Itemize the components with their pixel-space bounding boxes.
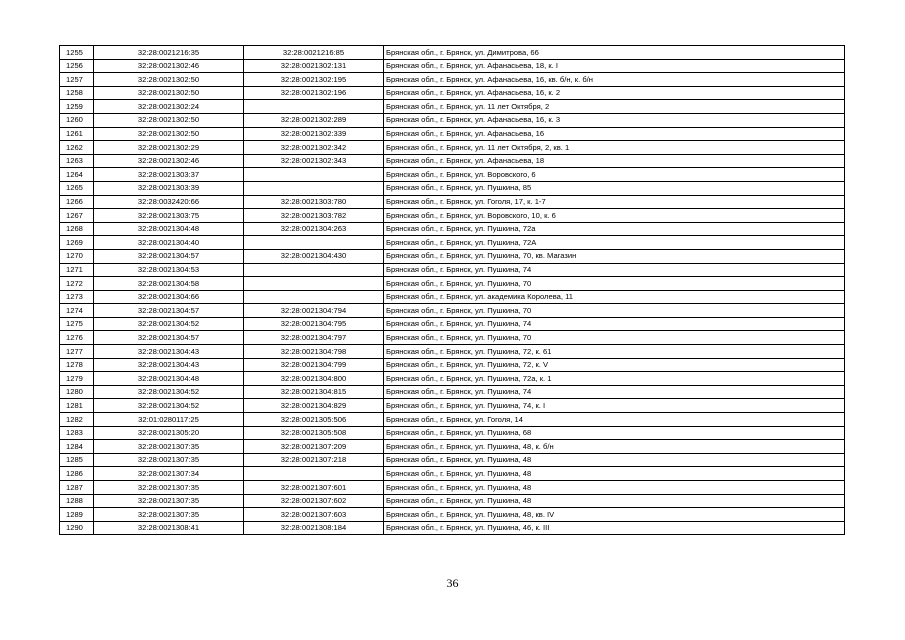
table-row (60, 127, 845, 141)
row-number-cell: 1267 (60, 209, 94, 223)
object-cadastral-number-cell: 32:28:0021302:196 (244, 86, 384, 100)
cadastral-number-cell: 32:28:0021302:46 (94, 154, 244, 168)
row-number-cell: 1281 (60, 399, 94, 413)
row-number-cell: 1264 (60, 168, 94, 182)
object-cadastral-number-cell (244, 263, 384, 277)
row-number-cell: 1289 (60, 508, 94, 522)
address-cell: Брянская обл., г. Брянск, ул. Афанасьева, 16, к. 2 (384, 86, 845, 100)
address-cell: Брянская обл., г. Брянск, ул. Пушкина, 70 (384, 331, 845, 345)
row-number-cell: 1285 (60, 453, 94, 467)
table-row (60, 385, 845, 399)
address-cell: Брянская обл., г. Брянск, ул. Пушкина, 70, кв. Магазин (384, 249, 845, 263)
table-row (60, 521, 845, 535)
table-row (60, 331, 845, 345)
table-row (60, 154, 845, 168)
table-row (60, 345, 845, 359)
row-number-cell: 1277 (60, 345, 94, 359)
cadastral-number-cell: 32:28:0021303:39 (94, 181, 244, 195)
row-number-cell: 1279 (60, 372, 94, 386)
object-cadastral-number-cell: 32:28:0021307:602 (244, 494, 384, 508)
table-row (60, 141, 845, 155)
row-number-cell: 1263 (60, 154, 94, 168)
object-cadastral-number-cell: 32:28:0021307:603 (244, 508, 384, 522)
address-cell: Брянская обл., г. Брянск, ул. Пушкина, 72А (384, 236, 845, 250)
row-number-cell: 1278 (60, 358, 94, 372)
table-row (60, 508, 845, 522)
table-row (60, 426, 845, 440)
cadastral-number-cell: 32:28:0021304:57 (94, 331, 244, 345)
row-number-cell: 1274 (60, 304, 94, 318)
object-cadastral-number-cell (244, 277, 384, 291)
table-row (60, 413, 845, 427)
table-row (60, 209, 845, 223)
object-cadastral-number-cell: 32:28:0021303:782 (244, 209, 384, 223)
cadastral-number-cell: 32:28:0021304:53 (94, 263, 244, 277)
table-row (60, 181, 845, 195)
cadastral-table-body (60, 46, 845, 535)
table-row (60, 453, 845, 467)
table-row (60, 372, 845, 386)
cadastral-number-cell: 32:28:0021304:43 (94, 345, 244, 359)
table-row (60, 100, 845, 114)
cadastral-number-cell: 32:28:0021304:48 (94, 222, 244, 236)
address-cell: Брянская обл., г. Брянск, ул. Пушкина, 48 (384, 494, 845, 508)
object-cadastral-number-cell (244, 467, 384, 481)
table-row (60, 86, 845, 100)
cadastral-number-cell: 32:28:0021307:35 (94, 494, 244, 508)
cadastral-number-cell: 32:28:0021304:66 (94, 290, 244, 304)
cadastral-number-cell: 32:28:0021303:75 (94, 209, 244, 223)
table-row (60, 249, 845, 263)
row-number-cell: 1262 (60, 141, 94, 155)
object-cadastral-number-cell (244, 290, 384, 304)
address-cell: Брянская обл., г. Брянск, ул. 11 лет Октября, 2 (384, 100, 845, 114)
row-number-cell: 1283 (60, 426, 94, 440)
cadastral-number-cell: 32:28:0021304:52 (94, 399, 244, 413)
address-cell: Брянская обл., г. Брянск, ул. Афанасьева, 18 (384, 154, 845, 168)
cadastral-number-cell: 32:28:0021304:57 (94, 304, 244, 318)
cadastral-number-cell: 32:28:0021304:52 (94, 385, 244, 399)
cadastral-number-cell: 32:28:0021304:43 (94, 358, 244, 372)
object-cadastral-number-cell: 32:28:0021305:508 (244, 426, 384, 440)
table-row (60, 168, 845, 182)
address-cell: Брянская обл., г. Брянск, ул. Пушкина, 74 (384, 263, 845, 277)
row-number-cell: 1270 (60, 249, 94, 263)
object-cadastral-number-cell: 32:28:0021304:430 (244, 249, 384, 263)
cadastral-number-cell: 32:28:0021307:35 (94, 481, 244, 495)
cadastral-number-cell: 32:28:0021307:35 (94, 440, 244, 454)
address-cell: Брянская обл., г. Брянск, ул. Пушкина, 48 (384, 467, 845, 481)
address-cell: Брянская обл., г. Брянск, ул. Пушкина, 48 (384, 453, 845, 467)
table-row (60, 222, 845, 236)
row-number-cell: 1280 (60, 385, 94, 399)
object-cadastral-number-cell: 32:28:0021302:289 (244, 113, 384, 127)
address-cell: Брянская обл., г. Брянск, ул. Афанасьева, 16 (384, 127, 845, 141)
row-number-cell: 1269 (60, 236, 94, 250)
row-number-cell: 1255 (60, 46, 94, 60)
table-row (60, 494, 845, 508)
object-cadastral-number-cell: 32:28:0021308:184 (244, 521, 384, 535)
object-cadastral-number-cell: 32:28:0021302:339 (244, 127, 384, 141)
row-number-cell: 1288 (60, 494, 94, 508)
address-cell: Брянская обл., г. Брянск, ул. Пушкина, 72а, к. 1 (384, 372, 845, 386)
cadastral-number-cell: 32:28:0021302:50 (94, 113, 244, 127)
object-cadastral-number-cell: 32:28:0021302:342 (244, 141, 384, 155)
address-cell: Брянская обл., г. Брянск, ул. Пушкина, 72, к. V (384, 358, 845, 372)
address-cell: Брянская обл., г. Брянск, ул. Пушкина, 48, к. б/н (384, 440, 845, 454)
cadastral-number-cell: 32:28:0021303:37 (94, 168, 244, 182)
cadastral-number-cell: 32:28:0021304:40 (94, 236, 244, 250)
row-number-cell: 1256 (60, 59, 94, 73)
address-cell: Брянская обл., г. Брянск, ул. Пушкина, 68 (384, 426, 845, 440)
table-row (60, 73, 845, 87)
table-row (60, 263, 845, 277)
address-cell: Брянская обл., г. Брянск, ул. Пушкина, 72, к. 61 (384, 345, 845, 359)
address-cell: Брянская обл., г. Брянск, ул. Гоголя, 14 (384, 413, 845, 427)
cadastral-number-cell: 32:28:0021308:41 (94, 521, 244, 535)
object-cadastral-number-cell: 32:28:0021304:797 (244, 331, 384, 345)
row-number-cell: 1271 (60, 263, 94, 277)
row-number-cell: 1273 (60, 290, 94, 304)
table-row (60, 317, 845, 331)
address-cell: Брянская обл., г. Брянск, ул. Пушкина, 74 (384, 317, 845, 331)
object-cadastral-number-cell: 32:28:0021307:601 (244, 481, 384, 495)
page-number: 36 (446, 576, 459, 590)
row-number-cell: 1275 (60, 317, 94, 331)
table-row (60, 399, 845, 413)
cadastral-number-cell: 32:28:0021302:24 (94, 100, 244, 114)
cadastral-number-cell: 32:28:0021302:46 (94, 59, 244, 73)
cadastral-number-cell: 32:28:0021307:35 (94, 508, 244, 522)
address-cell: Брянская обл., г. Брянск, ул. Пушкина, 46, к. III (384, 521, 845, 535)
address-cell: Брянская обл., г. Брянск, ул. академика Королева, 11 (384, 290, 845, 304)
address-cell: Брянская обл., г. Брянск, ул. Пушкина, 72а (384, 222, 845, 236)
row-number-cell: 1260 (60, 113, 94, 127)
object-cadastral-number-cell (244, 100, 384, 114)
row-number-cell: 1287 (60, 481, 94, 495)
table-row (60, 195, 845, 209)
row-number-cell: 1258 (60, 86, 94, 100)
table-row (60, 290, 845, 304)
object-cadastral-number-cell: 32:28:0021304:795 (244, 317, 384, 331)
row-number-cell: 1259 (60, 100, 94, 114)
table-row (60, 236, 845, 250)
object-cadastral-number-cell: 32:28:0021304:263 (244, 222, 384, 236)
table-row (60, 277, 845, 291)
address-cell: Брянская обл., г. Брянск, ул. 11 лет Октября, 2, кв. 1 (384, 141, 845, 155)
address-cell: Брянская обл., г. Брянск, ул. Афанасьева, 16, к. 3 (384, 113, 845, 127)
address-cell: Брянская обл., г. Брянск, ул. Пушкина, 48, кв. IV (384, 508, 845, 522)
table-row (60, 59, 845, 73)
object-cadastral-number-cell: 32:28:0021304:798 (244, 345, 384, 359)
object-cadastral-number-cell (244, 168, 384, 182)
table-row (60, 113, 845, 127)
row-number-cell: 1276 (60, 331, 94, 345)
cadastral-number-cell: 32:28:0021302:50 (94, 86, 244, 100)
object-cadastral-number-cell: 32:28:0021303:780 (244, 195, 384, 209)
cadastral-number-cell: 32:01:0280117:25 (94, 413, 244, 427)
row-number-cell: 1286 (60, 467, 94, 481)
row-number-cell: 1257 (60, 73, 94, 87)
cadastral-number-cell: 32:28:0021307:35 (94, 453, 244, 467)
cadastral-number-cell: 32:28:0021304:48 (94, 372, 244, 386)
row-number-cell: 1268 (60, 222, 94, 236)
object-cadastral-number-cell: 32:28:0021216:85 (244, 46, 384, 60)
row-number-cell: 1265 (60, 181, 94, 195)
address-cell: Брянская обл., г. Брянск, ул. Пушкина, 70 (384, 304, 845, 318)
address-cell: Брянская обл., г. Брянск, ул. Пушкина, 74 (384, 385, 845, 399)
cadastral-number-cell: 32:28:0021307:34 (94, 467, 244, 481)
table-row (60, 440, 845, 454)
object-cadastral-number-cell (244, 181, 384, 195)
address-cell: Брянская обл., г. Брянск, ул. Афанасьева, 18, к. I (384, 59, 845, 73)
address-cell: Брянская обл., г. Брянск, ул. Воровского, 6 (384, 168, 845, 182)
cadastral-number-cell: 32:28:0021304:57 (94, 249, 244, 263)
address-cell: Брянская обл., г. Брянск, ул. Пушкина, 48 (384, 481, 845, 495)
cadastral-number-cell: 32:28:0021304:58 (94, 277, 244, 291)
address-cell: Брянская обл., г. Брянск, ул. Пушкина, 85 (384, 181, 845, 195)
table-row (60, 481, 845, 495)
cadastral-number-cell: 32:28:0032420:66 (94, 195, 244, 209)
table-row (60, 46, 845, 60)
row-number-cell: 1266 (60, 195, 94, 209)
object-cadastral-number-cell: 32:28:0021305:506 (244, 413, 384, 427)
object-cadastral-number-cell: 32:28:0021304:800 (244, 372, 384, 386)
cadastral-number-cell: 32:28:0021302:29 (94, 141, 244, 155)
cadastral-number-cell: 32:28:0021302:50 (94, 127, 244, 141)
object-cadastral-number-cell (244, 236, 384, 250)
table-row (60, 467, 845, 481)
table-row (60, 358, 845, 372)
address-cell: Брянская обл., г. Брянск, ул. Димитрова, 66 (384, 46, 845, 60)
address-cell: Брянская обл., г. Брянск, ул. Гоголя, 17, к. 1-7 (384, 195, 845, 209)
row-number-cell: 1284 (60, 440, 94, 454)
row-number-cell: 1272 (60, 277, 94, 291)
row-number-cell: 1290 (60, 521, 94, 535)
address-cell: Брянская обл., г. Брянск, ул. Афанасьева, 16, кв. б/н, к. б/н (384, 73, 845, 87)
cadastral-table (59, 45, 845, 535)
object-cadastral-number-cell: 32:28:0021302:343 (244, 154, 384, 168)
cadastral-number-cell: 32:28:0021305:20 (94, 426, 244, 440)
address-cell: Брянская обл., г. Брянск, ул. Пушкина, 70 (384, 277, 845, 291)
address-cell: Брянская обл., г. Брянск, ул. Пушкина, 74, к. I (384, 399, 845, 413)
object-cadastral-number-cell: 32:28:0021304:799 (244, 358, 384, 372)
row-number-cell: 1282 (60, 413, 94, 427)
cadastral-number-cell: 32:28:0021216:35 (94, 46, 244, 60)
object-cadastral-number-cell: 32:28:0021304:815 (244, 385, 384, 399)
cadastral-number-cell: 32:28:0021304:52 (94, 317, 244, 331)
object-cadastral-number-cell: 32:28:0021302:131 (244, 59, 384, 73)
row-number-cell: 1261 (60, 127, 94, 141)
object-cadastral-number-cell: 32:28:0021302:195 (244, 73, 384, 87)
object-cadastral-number-cell: 32:28:0021304:829 (244, 399, 384, 413)
object-cadastral-number-cell: 32:28:0021304:794 (244, 304, 384, 318)
object-cadastral-number-cell: 32:28:0021307:218 (244, 453, 384, 467)
cadastral-number-cell: 32:28:0021302:50 (94, 73, 244, 87)
address-cell: Брянская обл., г. Брянск, ул. Воровского, 10, к. 6 (384, 209, 845, 223)
object-cadastral-number-cell: 32:28:0021307:209 (244, 440, 384, 454)
table-row (60, 304, 845, 318)
